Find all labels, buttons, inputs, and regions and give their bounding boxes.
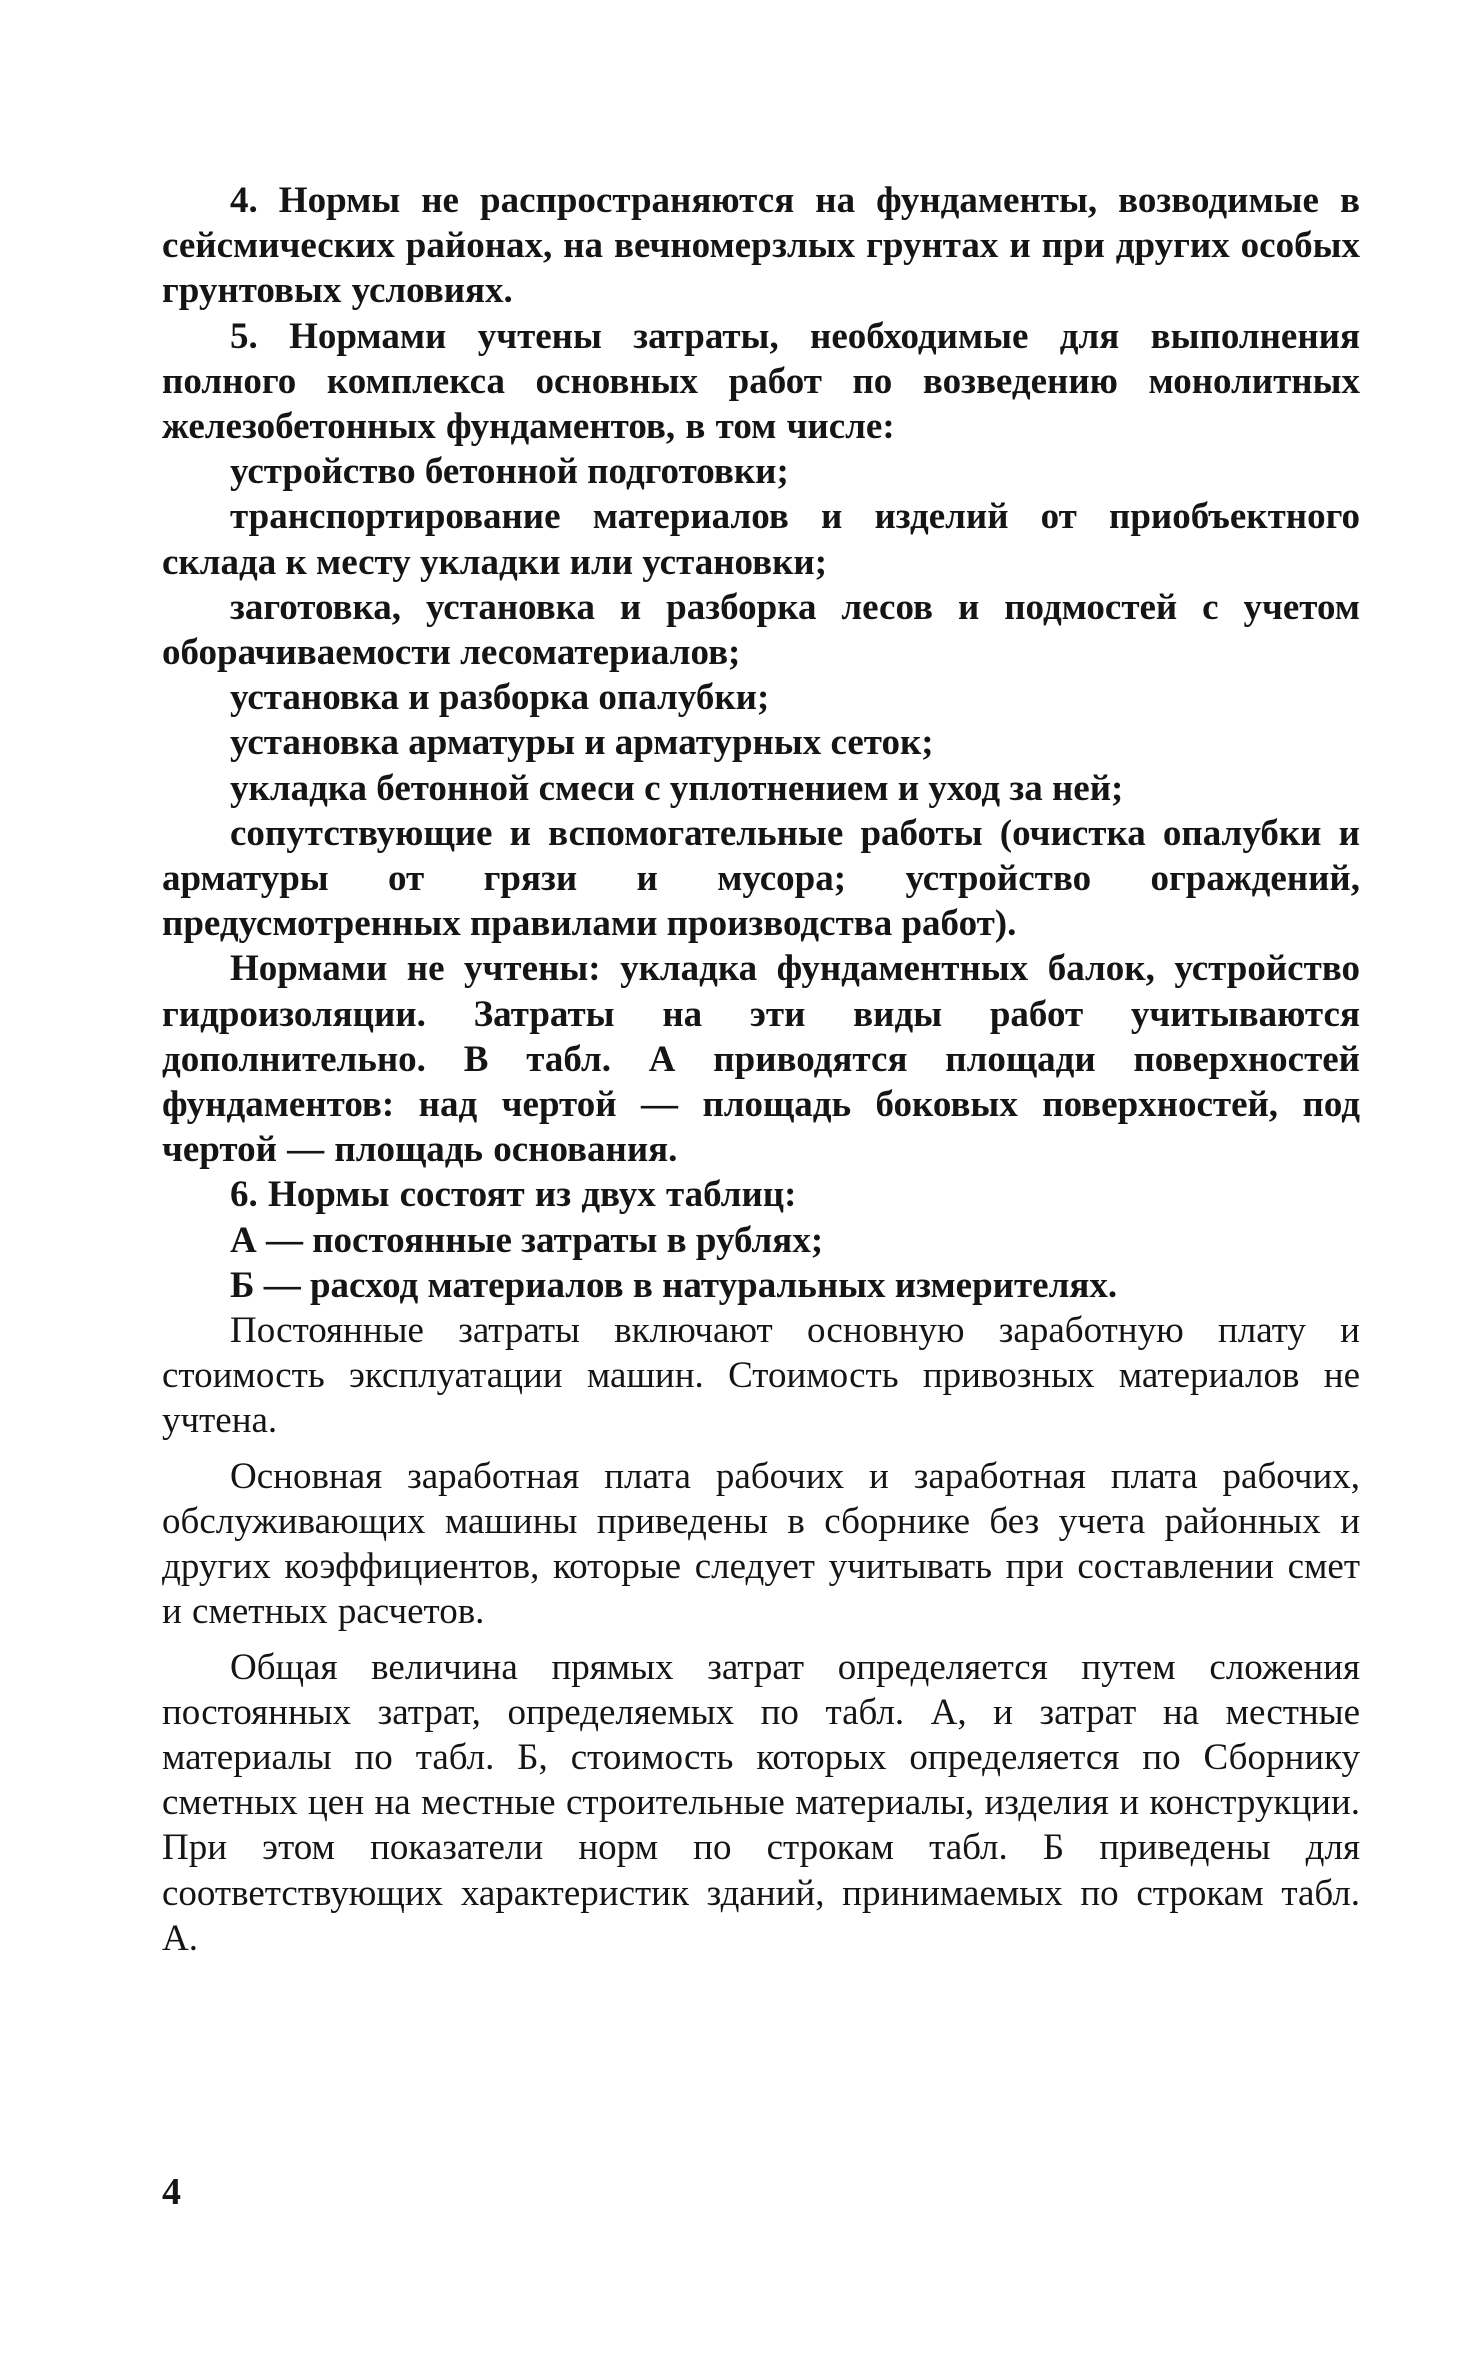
paragraph-constant-costs: Постоянные затраты включают основную заработную плату и стоимость эксплуатации машин. Стоимость привозных материалов не учтена.	[162, 1310, 1360, 1442]
page-number: 4	[162, 2171, 181, 2213]
paragraph-5: 5. Нормами учтены затраты, необходимые для выполнения полного комплекса основных работ по возведению монолитных железобетонных фундаментов, в том числе:	[162, 315, 1360, 448]
list-item-table-a: А — постоянные затраты в рублях;	[230, 1219, 824, 1261]
page-body	[162, 178, 1360, 1961]
list-item-scaffolding: заготовка, установка и разборка лесов и подмостей с учетом оборачиваемости лесоматериалов;	[162, 586, 1360, 674]
list-item-formwork: установка и разборка опалубки;	[230, 677, 770, 719]
list-item-auxiliary-works: сопутствующие и вспомогательные работы (очистка опалубки и арматуры от грязи и мусора; устройство ограждений, предусмотренных правилами производства работ).	[162, 812, 1360, 945]
list-item-table-b: Б — расход материалов в натуральных измерителях.	[230, 1264, 1118, 1306]
list-item-concrete-prep: устройство бетонной подготовки;	[230, 451, 789, 493]
list-item-reinforcement: установка арматуры и арматурных сеток;	[230, 722, 934, 764]
list-item-transport: транспортирование материалов и изделий от приобъектного склада к месту укладки или установки;	[162, 496, 1360, 583]
paragraph-wages: Основная заработная плата рабочих и заработная плата рабочих, обслуживающих машины приведены в сборнике без учета районных и других коэффициентов, которые следует учитывать при составлении смет и сметных расчетов.	[162, 1455, 1360, 1633]
list-item-concrete-laying: укладка бетонной смеси с уплотнением и уход за ней;	[230, 767, 1124, 809]
paragraph-direct-costs: Общая величина прямых затрат определяется путем сложения постоянных затрат, определяемых по табл. А, и затрат на местные материалы по табл. Б, стоимость которых определяется по Сборнику сметных цен на местные строительные материалы, изделия и конструкции. При этом показатели норм по строкам табл. Б приведены для соответствующих характеристик зданий, принимаемых по строкам табл. А.	[162, 1646, 1360, 1959]
paragraph-4: 4. Нормы не распространяются на фундаменты, возводимые в сейсмических районах, на вечномерзлых грунтах и при других особых грунтовых условиях.	[162, 180, 1360, 312]
paragraph-not-included: Нормами не учтены: укладка фундаментных балок, устройство гидроизоляции. Затраты на эти виды работ учитываются дополнительно. В табл. А приводятся площади поверхностей фундаментов: над чертой — площадь боковых поверхностей, под чертой — площадь основания.	[162, 948, 1360, 1171]
paragraph-6: 6. Нормы состоят из двух таблиц:	[230, 1174, 797, 1216]
